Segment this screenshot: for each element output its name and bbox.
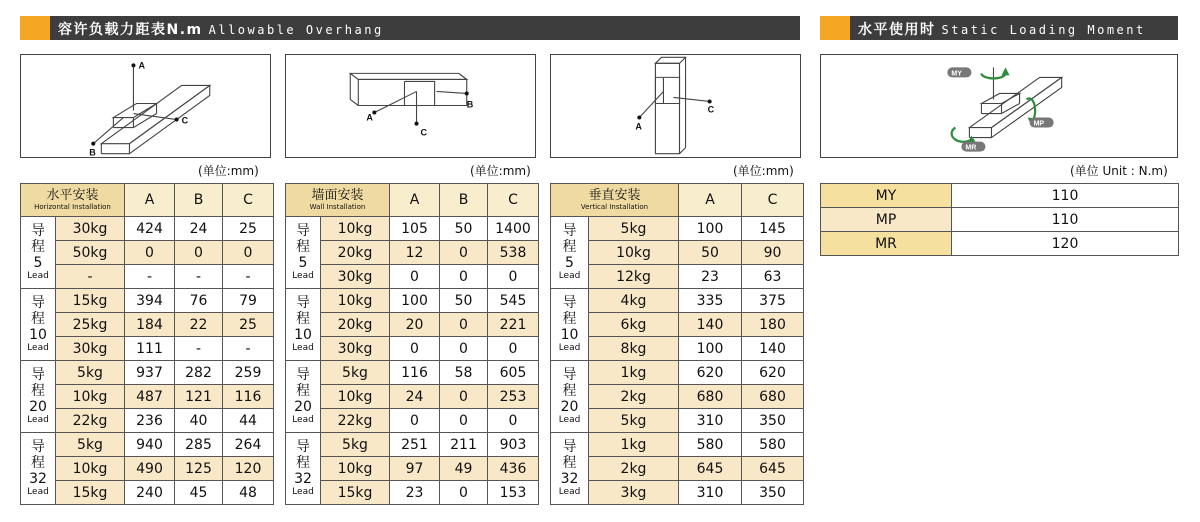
overhang-value-cell: 23 <box>390 481 440 505</box>
overhang-value-cell: 100 <box>679 337 742 361</box>
moment-value: 110 <box>952 184 1179 208</box>
unit-label: (单位:mm) <box>198 164 259 178</box>
table-row <box>551 313 804 337</box>
table-row <box>21 217 274 241</box>
overhang-value-cell: 0 <box>440 481 488 505</box>
vertical-installation-diagram <box>550 54 801 158</box>
overhang-value-cell: 436 <box>488 457 539 481</box>
overhang-value-cell: 153 <box>488 481 539 505</box>
load-mass-cell: 10kg <box>321 217 390 241</box>
lead-label-line: 20 <box>29 399 47 415</box>
lead-label-line: 程 <box>31 383 45 399</box>
overhang-value-cell: 0 <box>175 241 223 265</box>
load-mass-cell: 3kg <box>589 481 679 505</box>
overhang-value-cell: 0 <box>440 337 488 361</box>
load-mass-cell: 20kg <box>321 241 390 265</box>
overhang-value-cell: 645 <box>742 457 804 481</box>
unit-label: (单位:mm) <box>470 164 531 178</box>
wall-installation-diagram <box>285 54 536 158</box>
lead-group-label <box>21 433 56 505</box>
column-header-c: C <box>223 184 274 217</box>
lead-label-line: 程 <box>31 455 45 471</box>
overhang-value-cell: 1400 <box>488 217 539 241</box>
overhang-value-cell: 538 <box>488 241 539 265</box>
load-mass-cell: 10kg <box>589 241 679 265</box>
overhang-value-cell: 105 <box>390 217 440 241</box>
load-mass-cell: 5kg <box>321 361 390 385</box>
load-mass-cell: - <box>56 265 125 289</box>
load-mass-cell: 5kg <box>589 409 679 433</box>
overhang-value-cell: 285 <box>175 433 223 457</box>
table-row <box>551 217 804 241</box>
lead-label-line: 程 <box>562 239 577 255</box>
table-row <box>551 289 804 313</box>
overhang-value-cell: 40 <box>175 409 223 433</box>
load-mass-cell: 10kg <box>321 289 390 313</box>
overhang-value-cell: 620 <box>742 361 804 385</box>
lead-caption: Lead <box>558 487 581 497</box>
lead-label-line: 导 <box>562 439 577 455</box>
overhang-value-cell: 24 <box>390 385 440 409</box>
lead-label-line: 10 <box>560 327 579 343</box>
moment-value: 110 <box>952 208 1179 232</box>
overhang-value-cell: 23 <box>679 265 742 289</box>
table-row <box>551 481 804 505</box>
lead-label-line: 32 <box>560 471 579 487</box>
lead-group-label <box>286 433 321 505</box>
table-row <box>21 241 274 265</box>
overhang-value-cell: 580 <box>742 433 804 457</box>
lead-label-line: 导 <box>296 223 310 239</box>
load-mass-cell: 2kg <box>589 457 679 481</box>
overhang-value-cell: 236 <box>125 409 175 433</box>
load-mass-cell: 25kg <box>56 313 125 337</box>
overhang-value-cell: 545 <box>488 289 539 313</box>
overhang-value-cell: 680 <box>679 385 742 409</box>
load-mass-cell: 5kg <box>321 433 390 457</box>
static-moment-table <box>820 183 1179 256</box>
diagram-label-c: C <box>707 104 715 115</box>
table-row <box>21 385 274 409</box>
lead-group-label <box>286 217 321 289</box>
overhang-value-cell: 211 <box>440 433 488 457</box>
diagram-label-b: B <box>466 99 474 110</box>
overhang-value-cell: 335 <box>679 289 742 313</box>
overhang-value-cell: 120 <box>223 457 274 481</box>
lead-label-line: 导 <box>296 439 310 455</box>
table-title-cn: 水平安装 <box>46 187 99 203</box>
table-row <box>286 481 539 505</box>
table-row <box>21 361 274 385</box>
overhang-value-cell: 580 <box>679 433 742 457</box>
column-header-c: C <box>742 184 804 217</box>
diagram-label-c: C <box>420 127 428 138</box>
table-title-en: Wall Installation <box>309 202 366 211</box>
lead-label-line: 32 <box>29 471 47 487</box>
overhang-value-cell: 645 <box>679 457 742 481</box>
table-row <box>21 289 274 313</box>
overhang-value-cell: 0 <box>125 241 175 265</box>
overhang-value-cell: 45 <box>175 481 223 505</box>
overhang-value-cell: 76 <box>175 289 223 313</box>
load-mass-cell: 30kg <box>321 337 390 361</box>
overhang-value-cell: 0 <box>488 265 539 289</box>
header-title <box>858 19 1146 39</box>
load-mass-cell: 6kg <box>589 313 679 337</box>
overhang-value-cell: 0 <box>488 409 539 433</box>
load-mass-cell: 30kg <box>321 265 390 289</box>
unit-label: (单位:mm) <box>733 164 794 178</box>
load-mass-cell: 15kg <box>56 481 125 505</box>
table-title <box>551 184 679 217</box>
overhang-value-cell: 0 <box>440 385 488 409</box>
table-row <box>286 289 539 313</box>
horizontal-installation-table <box>20 183 274 505</box>
load-mass-cell: 5kg <box>56 361 125 385</box>
lead-label-line: 5 <box>565 255 574 271</box>
table-row <box>551 433 804 457</box>
overhang-value-cell: 97 <box>390 457 440 481</box>
lead-group-label <box>286 289 321 361</box>
lead-caption: Lead <box>27 487 49 497</box>
overhang-value-cell: 937 <box>125 361 175 385</box>
overhang-value-cell: 22 <box>175 313 223 337</box>
overhang-value-cell: 25 <box>223 217 274 241</box>
wall-installation-table <box>285 183 539 505</box>
load-mass-cell: 1kg <box>589 433 679 457</box>
moment-key: MP <box>821 208 952 232</box>
table-row <box>21 337 274 361</box>
load-mass-cell: 22kg <box>321 409 390 433</box>
lead-caption: Lead <box>292 271 314 281</box>
overhang-value-cell: 350 <box>742 409 804 433</box>
overhang-value-cell: 116 <box>390 361 440 385</box>
lead-group-label <box>551 433 589 505</box>
load-mass-cell: 20kg <box>321 313 390 337</box>
table-row <box>286 361 539 385</box>
overhang-value-cell: 253 <box>488 385 539 409</box>
lead-label-line: 程 <box>296 239 310 255</box>
lead-label-line: 导 <box>562 295 577 311</box>
overhang-value-cell: - <box>125 265 175 289</box>
overhang-value-cell: 63 <box>742 265 804 289</box>
header-title-cn: 容许负载力距表N.m <box>58 22 203 38</box>
table-row <box>21 433 274 457</box>
lead-label-line: 程 <box>562 311 577 327</box>
lead-label-line: 5 <box>33 255 43 271</box>
diagram-label-b: B <box>89 147 96 157</box>
vertical-installation-table <box>550 183 804 505</box>
column-header-a: A <box>125 184 175 217</box>
lead-label-line: 32 <box>294 471 312 487</box>
lead-label-line: 程 <box>562 455 577 471</box>
overhang-value-cell: 121 <box>175 385 223 409</box>
overhang-value-cell: 140 <box>679 313 742 337</box>
lead-group-label <box>21 217 56 289</box>
overhang-value-cell: 940 <box>125 433 175 457</box>
overhang-value-cell: 50 <box>440 217 488 241</box>
overhang-value-cell: 0 <box>390 265 440 289</box>
lead-caption: Lead <box>558 271 581 281</box>
table-title-en: Vertical Installation <box>580 202 649 211</box>
overhang-value-cell: 25 <box>223 313 274 337</box>
header-title <box>58 19 384 39</box>
overhang-value-cell: 50 <box>679 241 742 265</box>
lead-caption: Lead <box>558 415 581 425</box>
lead-label-line: 导 <box>296 295 310 311</box>
table-row <box>286 313 539 337</box>
overhang-value-cell: 264 <box>223 433 274 457</box>
overhang-value-cell: 0 <box>223 241 274 265</box>
lead-label-line: 程 <box>31 239 45 255</box>
overhang-value-cell: - <box>223 337 274 361</box>
column-header-b: B <box>175 184 223 217</box>
header-accent <box>20 16 50 40</box>
overhang-value-cell: 394 <box>125 289 175 313</box>
lead-label-line: 导 <box>562 367 577 383</box>
allowable-overhang-header <box>20 16 800 40</box>
table-title-cn: 垂直安装 <box>588 187 641 203</box>
table-title-cn: 墙面安装 <box>311 187 364 203</box>
header-title-cn: 水平使用时 <box>858 22 936 38</box>
table-row <box>21 265 274 289</box>
moment-key: MR <box>821 232 952 256</box>
overhang-value-cell: 90 <box>742 241 804 265</box>
overhang-value-cell: - <box>175 337 223 361</box>
overhang-value-cell: 259 <box>223 361 274 385</box>
unit-label: (单位 Unit : N.m) <box>1070 164 1168 178</box>
overhang-value-cell: 375 <box>742 289 804 313</box>
load-mass-cell: 22kg <box>56 409 125 433</box>
moment-label-mr: MR <box>965 144 977 152</box>
lead-label-line: 程 <box>31 311 45 327</box>
lead-label-line: 导 <box>31 223 45 239</box>
moment-value: 120 <box>952 232 1179 256</box>
overhang-value-cell: 100 <box>390 289 440 313</box>
overhang-value-cell: 903 <box>488 433 539 457</box>
lead-label-line: 10 <box>294 327 312 343</box>
lead-caption: Lead <box>27 343 49 353</box>
overhang-value-cell: 350 <box>742 481 804 505</box>
horizontal-installation-diagram <box>20 54 271 158</box>
overhang-value-cell: 48 <box>223 481 274 505</box>
overhang-value-cell: 680 <box>742 385 804 409</box>
table-row <box>286 433 539 457</box>
table-title <box>286 184 390 217</box>
static-loading-header <box>820 16 1178 40</box>
load-mass-cell: 15kg <box>321 481 390 505</box>
overhang-value-cell: 282 <box>175 361 223 385</box>
lead-label-line: 导 <box>31 367 45 383</box>
lead-label-line: 导 <box>562 223 577 239</box>
overhang-value-cell: 100 <box>679 217 742 241</box>
overhang-value-cell: 140 <box>742 337 804 361</box>
lead-label-line: 5 <box>298 255 308 271</box>
table-row <box>551 385 804 409</box>
lead-caption: Lead <box>558 343 581 353</box>
lead-group-label <box>551 361 589 433</box>
overhang-value-cell: 58 <box>440 361 488 385</box>
overhang-value-cell: 145 <box>742 217 804 241</box>
overhang-value-cell: 0 <box>440 265 488 289</box>
overhang-value-cell: 12 <box>390 241 440 265</box>
overhang-value-cell: 221 <box>488 313 539 337</box>
load-mass-cell: 5kg <box>56 433 125 457</box>
table-row <box>821 184 1179 208</box>
load-mass-cell: 15kg <box>56 289 125 313</box>
overhang-value-cell: 310 <box>679 481 742 505</box>
overhang-value-cell: 111 <box>125 337 175 361</box>
table-row <box>551 241 804 265</box>
table-row <box>551 457 804 481</box>
lead-group-label <box>551 217 589 289</box>
overhang-value-cell: 605 <box>488 361 539 385</box>
overhang-value-cell: 116 <box>223 385 274 409</box>
overhang-value-cell: 0 <box>488 337 539 361</box>
table-row <box>21 313 274 337</box>
load-mass-cell: 10kg <box>321 385 390 409</box>
table-row <box>21 409 274 433</box>
table-row <box>286 241 539 265</box>
lead-caption: Lead <box>27 415 49 425</box>
overhang-value-cell: 0 <box>390 409 440 433</box>
load-mass-cell: 8kg <box>589 337 679 361</box>
lead-caption: Lead <box>292 487 314 497</box>
overhang-value-cell: 79 <box>223 289 274 313</box>
overhang-value-cell: 125 <box>175 457 223 481</box>
table-row <box>286 409 539 433</box>
header-title-en: Static Loading Moment <box>941 23 1146 37</box>
load-mass-cell: 5kg <box>589 217 679 241</box>
header-accent <box>820 16 850 40</box>
moment-key: MY <box>821 184 952 208</box>
lead-label-line: 10 <box>29 327 47 343</box>
table-title-en: Horizontal Installation <box>34 202 111 211</box>
lead-caption: Lead <box>292 415 314 425</box>
load-mass-cell: 30kg <box>56 217 125 241</box>
table-row <box>821 232 1179 256</box>
table-row <box>551 337 804 361</box>
table-row <box>21 457 274 481</box>
overhang-value-cell: 490 <box>125 457 175 481</box>
table-row <box>551 361 804 385</box>
load-mass-cell: 50kg <box>56 241 125 265</box>
table-row <box>551 409 804 433</box>
overhang-value-cell: 0 <box>440 241 488 265</box>
overhang-value-cell: 20 <box>390 313 440 337</box>
load-mass-cell: 10kg <box>321 457 390 481</box>
load-mass-cell: 4kg <box>589 289 679 313</box>
diagram-label-a: A <box>138 60 145 71</box>
column-header-a: A <box>679 184 742 217</box>
table-row <box>286 385 539 409</box>
overhang-value-cell: 487 <box>125 385 175 409</box>
static-moment-diagram <box>820 54 1178 158</box>
table-row <box>821 208 1179 232</box>
overhang-value-cell: 0 <box>390 337 440 361</box>
overhang-value-cell: 251 <box>390 433 440 457</box>
overhang-value-cell: 180 <box>742 313 804 337</box>
load-mass-cell: 10kg <box>56 457 125 481</box>
lead-label-line: 程 <box>296 383 310 399</box>
overhang-value-cell: 184 <box>125 313 175 337</box>
lead-label-line: 导 <box>31 295 45 311</box>
overhang-value-cell: 0 <box>440 409 488 433</box>
diagram-label-a: A <box>635 121 642 132</box>
lead-label-line: 程 <box>562 383 577 399</box>
table-row <box>286 337 539 361</box>
load-mass-cell: 2kg <box>589 385 679 409</box>
lead-group-label <box>21 361 56 433</box>
overhang-value-cell: 0 <box>440 313 488 337</box>
lead-caption: Lead <box>27 271 49 281</box>
overhang-value-cell: 620 <box>679 361 742 385</box>
lead-group-label <box>21 289 56 361</box>
diagram-label-a: A <box>366 112 373 123</box>
load-mass-cell: 12kg <box>589 265 679 289</box>
moment-label-my: MY <box>951 70 962 78</box>
lead-label-line: 程 <box>296 455 310 471</box>
lead-label-line: 20 <box>294 399 312 415</box>
table-row <box>286 457 539 481</box>
overhang-value-cell: - <box>175 265 223 289</box>
overhang-value-cell: 424 <box>125 217 175 241</box>
overhang-value-cell: 50 <box>440 289 488 313</box>
diagram-label-c: C <box>181 115 189 126</box>
column-header-c: C <box>488 184 539 217</box>
lead-group-label <box>551 289 589 361</box>
moment-label-mp: MP <box>1033 120 1045 128</box>
lead-label-line: 程 <box>296 311 310 327</box>
lead-group-label <box>286 361 321 433</box>
table-row <box>551 265 804 289</box>
lead-label-line: 20 <box>560 399 579 415</box>
overhang-value-cell: 24 <box>175 217 223 241</box>
header-title-en: Allowable Overhang <box>208 23 384 37</box>
overhang-value-cell: 44 <box>223 409 274 433</box>
table-row <box>286 265 539 289</box>
overhang-value-cell: 240 <box>125 481 175 505</box>
table-row <box>21 481 274 505</box>
overhang-value-cell: 310 <box>679 409 742 433</box>
overhang-value-cell: 49 <box>440 457 488 481</box>
load-mass-cell: 10kg <box>56 385 125 409</box>
column-header-a: A <box>390 184 440 217</box>
load-mass-cell: 1kg <box>589 361 679 385</box>
load-mass-cell: 30kg <box>56 337 125 361</box>
overhang-value-cell: - <box>223 265 274 289</box>
lead-label-line: 导 <box>31 439 45 455</box>
lead-caption: Lead <box>292 343 314 353</box>
column-header-b: B <box>440 184 488 217</box>
table-row <box>286 217 539 241</box>
lead-label-line: 导 <box>296 367 310 383</box>
table-title <box>21 184 125 217</box>
